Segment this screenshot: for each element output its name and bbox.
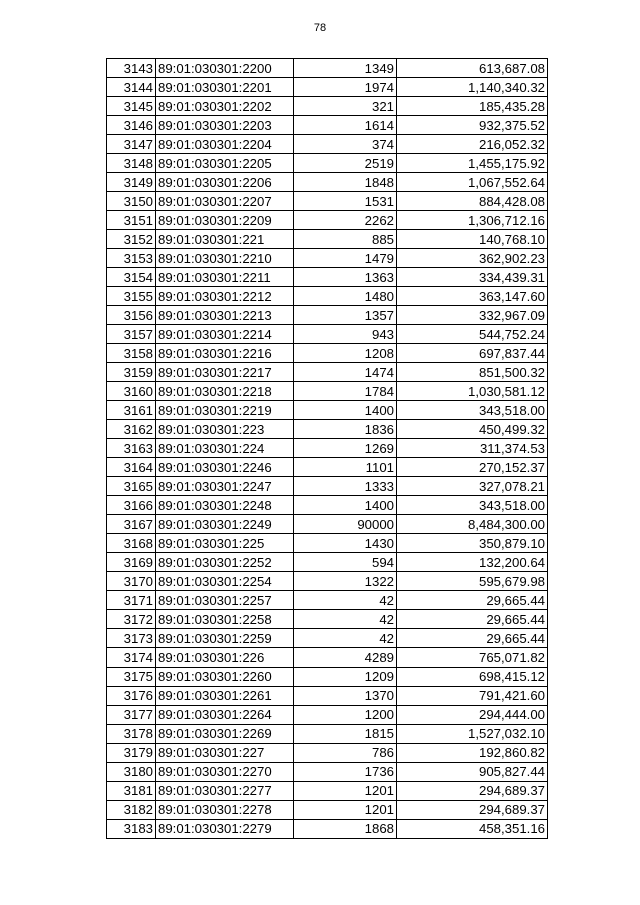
cadastral-number-cell: 89:01:030301:2212	[156, 287, 294, 306]
table-row	[107, 97, 548, 116]
area-cell: 943	[294, 325, 397, 344]
table-row	[107, 705, 548, 724]
cadastral-number-cell: 89:01:030301:2260	[156, 667, 294, 686]
cadastral-number-cell: 89:01:030301:2207	[156, 192, 294, 211]
value-cell: 697,837.44	[397, 344, 548, 363]
value-cell: 140,768.10	[397, 230, 548, 249]
table-row	[107, 667, 548, 686]
row-number-cell: 3183	[107, 819, 156, 838]
area-cell: 885	[294, 230, 397, 249]
cadastral-number-cell: 89:01:030301:2210	[156, 249, 294, 268]
table-row	[107, 800, 548, 819]
area-cell: 42	[294, 629, 397, 648]
value-cell: 29,665.44	[397, 610, 548, 629]
table-row	[107, 439, 548, 458]
value-cell: 1,067,552.64	[397, 173, 548, 192]
table-row	[107, 325, 548, 344]
cadastral-number-cell: 89:01:030301:224	[156, 439, 294, 458]
value-cell: 362,902.23	[397, 249, 548, 268]
table-row	[107, 819, 548, 838]
data-table	[106, 58, 548, 839]
cadastral-number-cell: 89:01:030301:2204	[156, 135, 294, 154]
value-cell: 8,484,300.00	[397, 515, 548, 534]
cadastral-number-cell: 89:01:030301:2217	[156, 363, 294, 382]
table-row	[107, 268, 548, 287]
area-cell: 1349	[294, 59, 397, 78]
area-cell: 2262	[294, 211, 397, 230]
row-number-cell: 3177	[107, 705, 156, 724]
row-number-cell: 3154	[107, 268, 156, 287]
row-number-cell: 3147	[107, 135, 156, 154]
cadastral-number-cell: 89:01:030301:2200	[156, 59, 294, 78]
value-cell: 851,500.32	[397, 363, 548, 382]
value-cell: 343,518.00	[397, 496, 548, 515]
row-number-cell: 3181	[107, 781, 156, 800]
value-cell: 216,052.32	[397, 135, 548, 154]
value-cell: 270,152.37	[397, 458, 548, 477]
value-cell: 311,374.53	[397, 439, 548, 458]
area-cell: 1848	[294, 173, 397, 192]
table-row	[107, 78, 548, 97]
area-cell: 4289	[294, 648, 397, 667]
table-row	[107, 534, 548, 553]
area-cell: 1370	[294, 686, 397, 705]
area-cell: 1269	[294, 439, 397, 458]
table-row	[107, 591, 548, 610]
row-number-cell: 3172	[107, 610, 156, 629]
row-number-cell: 3171	[107, 591, 156, 610]
area-cell: 1200	[294, 705, 397, 724]
cadastral-number-cell: 89:01:030301:2211	[156, 268, 294, 287]
table-row	[107, 477, 548, 496]
row-number-cell: 3157	[107, 325, 156, 344]
value-cell: 1,455,175.92	[397, 154, 548, 173]
area-cell: 1333	[294, 477, 397, 496]
table-body	[107, 59, 548, 839]
row-number-cell: 3170	[107, 572, 156, 591]
row-number-cell: 3159	[107, 363, 156, 382]
value-cell: 458,351.16	[397, 819, 548, 838]
table-row	[107, 173, 548, 192]
cadastral-number-cell: 89:01:030301:2203	[156, 116, 294, 135]
area-cell: 1836	[294, 420, 397, 439]
value-cell: 294,444.00	[397, 705, 548, 724]
table-row	[107, 211, 548, 230]
table-row	[107, 458, 548, 477]
row-number-cell: 3148	[107, 154, 156, 173]
table-row	[107, 572, 548, 591]
cadastral-number-cell: 89:01:030301:2218	[156, 382, 294, 401]
row-number-cell: 3166	[107, 496, 156, 515]
cadastral-number-cell: 89:01:030301:2254	[156, 572, 294, 591]
cadastral-number-cell: 89:01:030301:225	[156, 534, 294, 553]
value-cell: 595,679.98	[397, 572, 548, 591]
table-row	[107, 344, 548, 363]
cadastral-number-cell: 89:01:030301:2209	[156, 211, 294, 230]
row-number-cell: 3152	[107, 230, 156, 249]
cadastral-number-cell: 89:01:030301:223	[156, 420, 294, 439]
area-cell: 1400	[294, 496, 397, 515]
cadastral-number-cell: 89:01:030301:2264	[156, 705, 294, 724]
row-number-cell: 3179	[107, 743, 156, 762]
table-row	[107, 515, 548, 534]
area-cell: 1784	[294, 382, 397, 401]
row-number-cell: 3161	[107, 401, 156, 420]
row-number-cell: 3150	[107, 192, 156, 211]
table-row	[107, 363, 548, 382]
row-number-cell: 3180	[107, 762, 156, 781]
area-cell: 1209	[294, 667, 397, 686]
value-cell: 327,078.21	[397, 477, 548, 496]
area-cell: 1208	[294, 344, 397, 363]
page-number: 78	[313, 22, 327, 34]
area-cell: 594	[294, 553, 397, 572]
cadastral-number-cell: 89:01:030301:227	[156, 743, 294, 762]
row-number-cell: 3144	[107, 78, 156, 97]
area-cell: 1201	[294, 800, 397, 819]
value-cell: 343,518.00	[397, 401, 548, 420]
area-cell: 1101	[294, 458, 397, 477]
area-cell: 1974	[294, 78, 397, 97]
row-number-cell: 3175	[107, 667, 156, 686]
table-row	[107, 781, 548, 800]
row-number-cell: 3167	[107, 515, 156, 534]
value-cell: 192,860.82	[397, 743, 548, 762]
area-cell: 1400	[294, 401, 397, 420]
value-cell: 332,967.09	[397, 306, 548, 325]
table-row	[107, 382, 548, 401]
cadastral-number-cell: 89:01:030301:2248	[156, 496, 294, 515]
cadastral-number-cell: 89:01:030301:2258	[156, 610, 294, 629]
table-row	[107, 686, 548, 705]
area-cell: 1736	[294, 762, 397, 781]
table-row	[107, 135, 548, 154]
cadastral-number-cell: 89:01:030301:2202	[156, 97, 294, 116]
cadastral-number-cell: 89:01:030301:2213	[156, 306, 294, 325]
area-cell: 1357	[294, 306, 397, 325]
row-number-cell: 3155	[107, 287, 156, 306]
cadastral-number-cell: 89:01:030301:2257	[156, 591, 294, 610]
table-row	[107, 249, 548, 268]
cadastral-number-cell: 89:01:030301:2216	[156, 344, 294, 363]
value-cell: 363,147.60	[397, 287, 548, 306]
row-number-cell: 3160	[107, 382, 156, 401]
row-number-cell: 3149	[107, 173, 156, 192]
row-number-cell: 3182	[107, 800, 156, 819]
cadastral-number-cell: 89:01:030301:226	[156, 648, 294, 667]
row-number-cell: 3169	[107, 553, 156, 572]
value-cell: 294,689.37	[397, 781, 548, 800]
area-cell: 1479	[294, 249, 397, 268]
table-row	[107, 154, 548, 173]
row-number-cell: 3156	[107, 306, 156, 325]
row-number-cell: 3174	[107, 648, 156, 667]
value-cell: 613,687.08	[397, 59, 548, 78]
table-row	[107, 306, 548, 325]
area-cell: 42	[294, 610, 397, 629]
cadastral-number-cell: 89:01:030301:2277	[156, 781, 294, 800]
value-cell: 765,071.82	[397, 648, 548, 667]
value-cell: 1,140,340.32	[397, 78, 548, 97]
value-cell: 932,375.52	[397, 116, 548, 135]
area-cell: 90000	[294, 515, 397, 534]
value-cell: 450,499.32	[397, 420, 548, 439]
value-cell: 185,435.28	[397, 97, 548, 116]
row-number-cell: 3165	[107, 477, 156, 496]
value-cell: 544,752.24	[397, 325, 548, 344]
table-row	[107, 629, 548, 648]
area-cell: 1531	[294, 192, 397, 211]
row-number-cell: 3151	[107, 211, 156, 230]
row-number-cell: 3143	[107, 59, 156, 78]
row-number-cell: 3146	[107, 116, 156, 135]
table-row	[107, 610, 548, 629]
area-cell: 2519	[294, 154, 397, 173]
table-row	[107, 724, 548, 743]
table-row	[107, 648, 548, 667]
table-row	[107, 553, 548, 572]
table-row	[107, 743, 548, 762]
row-number-cell: 3145	[107, 97, 156, 116]
value-cell: 29,665.44	[397, 629, 548, 648]
row-number-cell: 3158	[107, 344, 156, 363]
area-cell: 1363	[294, 268, 397, 287]
value-cell: 791,421.60	[397, 686, 548, 705]
value-cell: 29,665.44	[397, 591, 548, 610]
row-number-cell: 3164	[107, 458, 156, 477]
cadastral-number-cell: 89:01:030301:2247	[156, 477, 294, 496]
area-cell: 321	[294, 97, 397, 116]
table-row	[107, 192, 548, 211]
value-cell: 1,306,712.16	[397, 211, 548, 230]
row-number-cell: 3162	[107, 420, 156, 439]
area-cell: 1201	[294, 781, 397, 800]
table-row	[107, 496, 548, 515]
row-number-cell: 3173	[107, 629, 156, 648]
value-cell: 132,200.64	[397, 553, 548, 572]
cadastral-number-cell: 89:01:030301:2219	[156, 401, 294, 420]
value-cell: 905,827.44	[397, 762, 548, 781]
row-number-cell: 3153	[107, 249, 156, 268]
cadastral-number-cell: 89:01:030301:2261	[156, 686, 294, 705]
area-cell: 42	[294, 591, 397, 610]
table-row	[107, 287, 548, 306]
cadastral-number-cell: 89:01:030301:2201	[156, 78, 294, 97]
table-row	[107, 230, 548, 249]
cadastral-number-cell: 89:01:030301:2246	[156, 458, 294, 477]
cadastral-number-cell: 89:01:030301:2279	[156, 819, 294, 838]
row-number-cell: 3163	[107, 439, 156, 458]
value-cell: 350,879.10	[397, 534, 548, 553]
cadastral-number-cell: 89:01:030301:2259	[156, 629, 294, 648]
area-cell: 786	[294, 743, 397, 762]
area-cell: 1868	[294, 819, 397, 838]
row-number-cell: 3176	[107, 686, 156, 705]
cadastral-number-cell: 89:01:030301:2206	[156, 173, 294, 192]
cadastral-number-cell: 89:01:030301:2214	[156, 325, 294, 344]
row-number-cell: 3168	[107, 534, 156, 553]
value-cell: 698,415.12	[397, 667, 548, 686]
area-cell: 1430	[294, 534, 397, 553]
table-row	[107, 59, 548, 78]
cadastral-number-cell: 89:01:030301:2270	[156, 762, 294, 781]
value-cell: 294,689.37	[397, 800, 548, 819]
table-row	[107, 420, 548, 439]
value-cell: 334,439.31	[397, 268, 548, 287]
cadastral-number-cell: 89:01:030301:221	[156, 230, 294, 249]
cadastral-number-cell: 89:01:030301:2252	[156, 553, 294, 572]
cadastral-number-cell: 89:01:030301:2278	[156, 800, 294, 819]
cadastral-number-cell: 89:01:030301:2269	[156, 724, 294, 743]
row-number-cell: 3178	[107, 724, 156, 743]
cadastral-number-cell: 89:01:030301:2249	[156, 515, 294, 534]
value-cell: 1,527,032.10	[397, 724, 548, 743]
area-cell: 1480	[294, 287, 397, 306]
table-row	[107, 762, 548, 781]
area-cell: 1322	[294, 572, 397, 591]
area-cell: 1614	[294, 116, 397, 135]
area-cell: 374	[294, 135, 397, 154]
cadastral-number-cell: 89:01:030301:2205	[156, 154, 294, 173]
table-row	[107, 116, 548, 135]
area-cell: 1815	[294, 724, 397, 743]
value-cell: 884,428.08	[397, 192, 548, 211]
value-cell: 1,030,581.12	[397, 382, 548, 401]
table-row	[107, 401, 548, 420]
area-cell: 1474	[294, 363, 397, 382]
